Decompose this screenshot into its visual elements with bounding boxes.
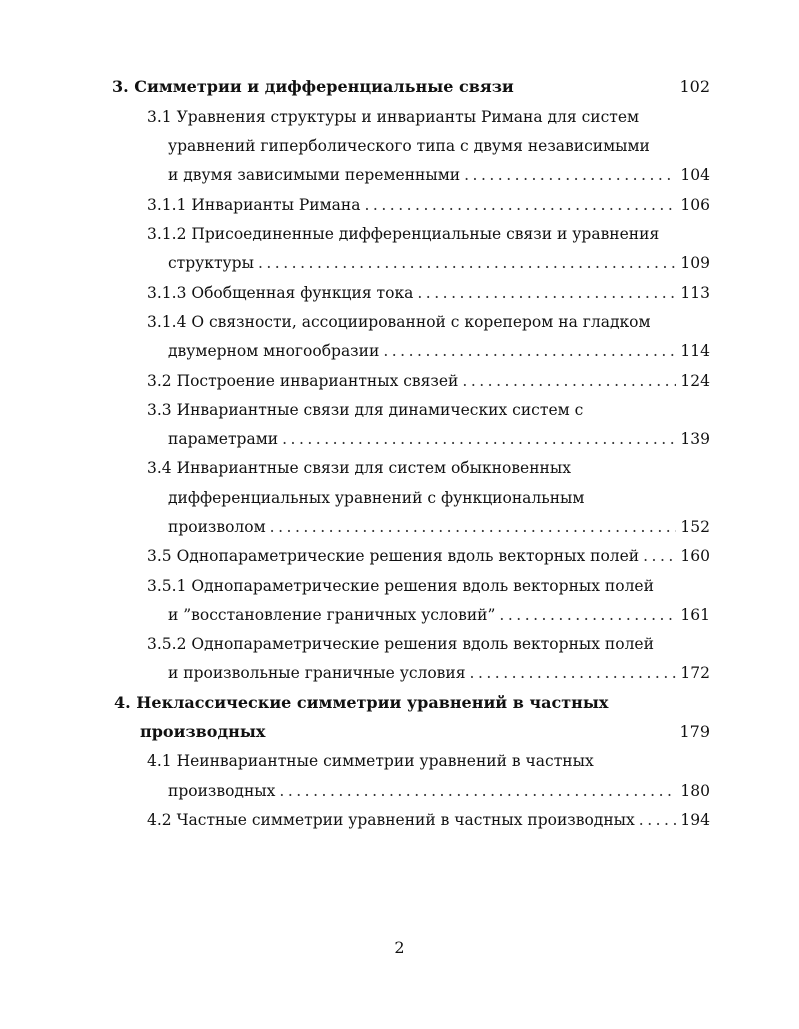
dot-leader	[643, 546, 676, 566]
entry-3-1-3-text: 3.1.3 Обобщенная функция тока	[147, 284, 414, 302]
page-number: 2	[394, 938, 405, 957]
entry-3-1-page: 104	[680, 166, 710, 184]
dot-leader	[270, 517, 677, 537]
dot-leader	[417, 283, 676, 303]
dot-leader	[282, 429, 676, 449]
chapter-4-page: 179	[679, 722, 710, 741]
entry-3-3-line1: 3.3 Инвариантные связи для динамических систем с	[147, 401, 584, 419]
toc-entry-3-1-3	[147, 283, 710, 303]
entry-3-5-1-page: 161	[680, 606, 710, 624]
dot-leader	[279, 781, 676, 801]
entry-3-1-2-line2: структуры	[168, 254, 254, 272]
entry-3-1-line2: уравнений гиперболического типа с двумя независимыми	[168, 137, 650, 155]
entry-3-1-2-line1: 3.1.2 Присоединенные дифференциальные связи и уравнения	[147, 225, 660, 243]
toc-entry-3-3	[168, 429, 710, 449]
toc-entry-3-1-1	[147, 195, 710, 215]
dot-leader	[499, 605, 676, 625]
dot-leader	[383, 341, 676, 361]
dot-leader	[462, 371, 676, 391]
toc-entry-4-1	[168, 781, 710, 801]
entry-3-1-4-line2: двумерном многообразии	[168, 342, 380, 360]
chapter-3-page: 102	[679, 77, 710, 96]
entry-3-1-3-page: 113	[680, 284, 710, 302]
chapter-4-title-line2: производных	[140, 722, 266, 741]
entry-4-1-page: 180	[680, 782, 710, 800]
dot-leader	[258, 253, 676, 273]
toc-entry-3-5-2	[168, 663, 710, 683]
entry-3-5-text: 3.5 Однопараметрические решения вдоль векторных полей	[147, 547, 640, 565]
toc-entry-4-2	[147, 810, 710, 830]
chapter-3-title: 3. Симметрии и дифференциальные связи	[112, 77, 514, 96]
entry-4-1-line2: производных	[168, 782, 276, 800]
entry-3-1-line3: и двумя зависимыми переменными	[168, 166, 461, 184]
entry-3-4-line3: произволом	[168, 518, 266, 536]
entry-3-5-2-line2: и произвольные граничные условия	[168, 664, 466, 682]
entry-4-1-line1: 4.1 Неинвариантные симметрии уравнений в частных	[147, 752, 594, 770]
toc-entry-3-4	[168, 517, 710, 537]
entry-3-1-1-page: 106	[680, 196, 710, 214]
entry-3-1-line1: 3.1 Уравнения структуры и инварианты Римана для систем	[147, 108, 640, 126]
entry-4-2-page: 194	[680, 811, 710, 829]
entry-3-3-page: 139	[680, 430, 710, 448]
toc-entry-3-1-4	[168, 341, 710, 361]
entry-3-1-2-page: 109	[680, 254, 710, 272]
chapter-4-title-line1: 4. Неклассические симметрии уравнений в частных	[114, 693, 609, 712]
entry-3-3-line2: параметрами	[168, 430, 279, 448]
toc-entry-3-1-2	[168, 253, 710, 273]
entry-3-4-page: 152	[680, 518, 710, 536]
entry-3-5-2-line1: 3.5.2 Однопараметрические решения вдоль векторных полей	[147, 635, 654, 653]
toc-entry-3-2	[147, 371, 710, 391]
entry-3-2-text: 3.2 Построение инвариантных связей	[147, 372, 459, 390]
entry-3-4-line2: дифференциальных уравнений с функциональным	[168, 489, 585, 507]
entry-3-5-1-line2: и ”восстановление граничных условий”	[168, 606, 496, 624]
dot-leader	[364, 195, 676, 215]
entry-3-2-page: 124	[680, 372, 710, 390]
entry-3-5-1-line1: 3.5.1 Однопараметрические решения вдоль векторных полей	[147, 577, 654, 595]
entry-3-5-page: 160	[680, 547, 710, 565]
toc-entry-3-5	[147, 546, 710, 566]
dot-leader	[464, 165, 676, 185]
toc-entry-3-5-1	[168, 605, 710, 625]
toc-entry-3-1	[168, 165, 710, 185]
entry-3-1-1-text: 3.1.1 Инварианты Римана	[147, 196, 361, 214]
entry-3-1-4-page: 114	[680, 342, 710, 360]
dot-leader	[470, 663, 677, 683]
entry-3-1-4-line1: 3.1.4 О связности, ассоциированной с корепером на гладком	[147, 313, 651, 331]
entry-3-5-2-page: 172	[680, 664, 710, 682]
entry-4-2-text: 4.2 Частные симметрии уравнений в частных производных	[147, 811, 635, 829]
entry-3-4-line1: 3.4 Инвариантные связи для систем обыкновенных	[147, 459, 571, 477]
dot-leader	[639, 810, 677, 830]
